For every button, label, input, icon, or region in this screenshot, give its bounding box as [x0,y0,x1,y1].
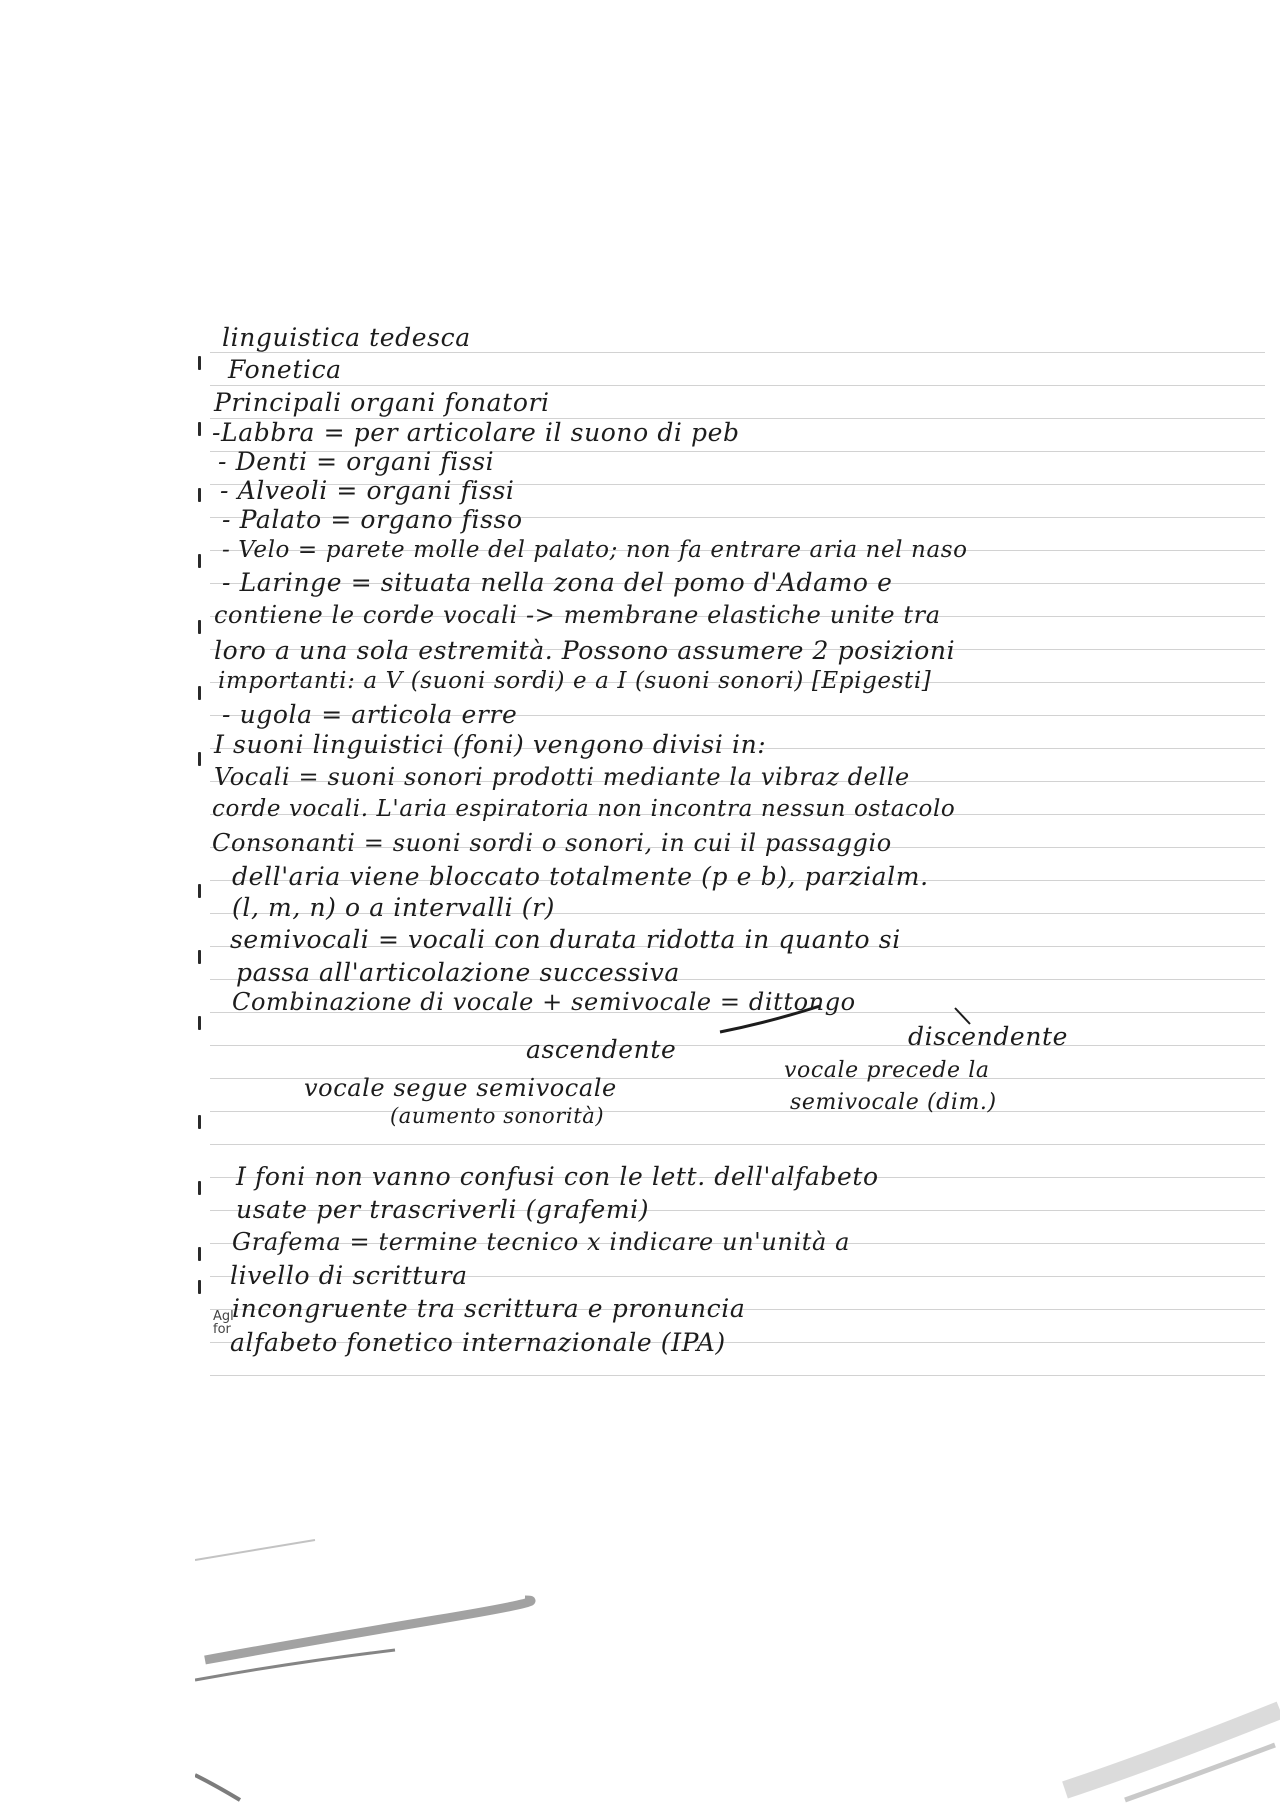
diphthong-ascending-note: (aumento sonorità) [390,1104,605,1128]
note-section-heading: Fonetica [228,355,342,384]
margin-tick [198,1181,201,1195]
ruled-line [210,1111,1265,1112]
margin-tick [198,488,201,502]
ruled-line [210,385,1265,386]
note-line: incongruente tra scrittura e pronuncia [232,1294,746,1323]
margin-tick [198,620,201,634]
note-line: Combinazione di vocale + semivocale = dittongo [232,988,856,1016]
margin-tick [198,356,201,370]
diphthong-descending-rule-2: semivocale (dim.) [790,1090,997,1115]
ruled-line [210,1144,1265,1145]
note-line: passa all'articolazione successiva [236,958,680,987]
note-line: dell'aria viene bloccato totalmente (p e b), parzialm. [232,862,929,891]
note-line: - Velo = parete molle del palato; non fa entrare aria nel naso [222,537,968,563]
margin-tick [198,1016,201,1030]
note-line: (l, m, n) o a intervalli (r) [232,893,556,922]
note-line: loro a una sola estremità. Possono assumere 2 posizioni [214,636,956,665]
note-line: -Labbra = per articolare il suono di peb [212,418,740,447]
margin-tick [198,1115,201,1129]
smudge-stroke [195,1775,240,1800]
margin-marks [213,1310,234,1336]
note-line: - ugola = articola erre [222,700,518,729]
note-line: semivocali = vocali con durata ridotta in quanto si [230,925,901,954]
margin-tick [198,422,201,436]
note-line: Consonanti = suoni sordi o sonori, in cui il passaggio [212,829,892,857]
diphthong-ascending-heading: ascendente [526,1035,677,1064]
note-line: contiene le corde vocali -> membrane elastiche unite tra [214,601,941,629]
smudge-stroke [1065,1710,1280,1790]
note-line: importanti: a V (suoni sordi) e a I (suoni sonori) [Epigesti] [218,668,932,694]
smudge-stroke [205,1600,531,1660]
note-line: Grafema = termine tecnico x indicare un'unità a [232,1228,851,1256]
margin-tick [198,1247,201,1261]
margin-mark: Agl [213,1309,234,1324]
margin-tick [198,884,201,898]
diphthong-ascending-rule: vocale segue semivocale [304,1074,617,1102]
ruled-line [210,1045,1265,1046]
note-line: corde vocali. L'aria espiratoria non incontra nessun ostacolo [212,796,956,822]
note-line: - Palato = organo fisso [222,505,523,534]
note-line: Vocali = suoni sonori prodotti mediante la vibraz delle [214,763,910,791]
note-line: I suoni linguistici (foni) vengono divisi in: [214,730,767,759]
margin-tick [198,686,201,700]
note-line: usate per trascriverli (grafemi) [236,1195,650,1224]
margin-tick [198,554,201,568]
margin-tick [198,752,201,766]
margin-mark: for [213,1322,231,1337]
note-line: - Alveoli = organi fissi [220,476,515,505]
margin-tick [198,950,201,964]
branch-left-stroke [720,1006,820,1032]
ruled-line [210,1375,1265,1376]
diphthong-descending-heading: discendente [908,1022,1069,1051]
note-line: Principali organi fonatori [214,388,550,417]
note-line: - Denti = organi fissi [218,447,495,476]
note-line: - Laringe = situata nella zona del pomo d'Adamo e [222,568,893,597]
note-line: alfabeto fonetico internazionale (IPA) [230,1328,726,1357]
margin-tick [198,1280,201,1294]
note-title: linguistica tedesca [222,323,471,352]
page-smudge [195,1530,1280,1811]
note-line: livello di scrittura [230,1261,468,1290]
ruled-line [210,352,1265,353]
diphthong-descending-rule: vocale precede la [784,1058,990,1083]
smudge-stroke [195,1540,315,1560]
note-line: I foni non vanno confusi con le lett. dell'alfabeto [236,1162,879,1191]
